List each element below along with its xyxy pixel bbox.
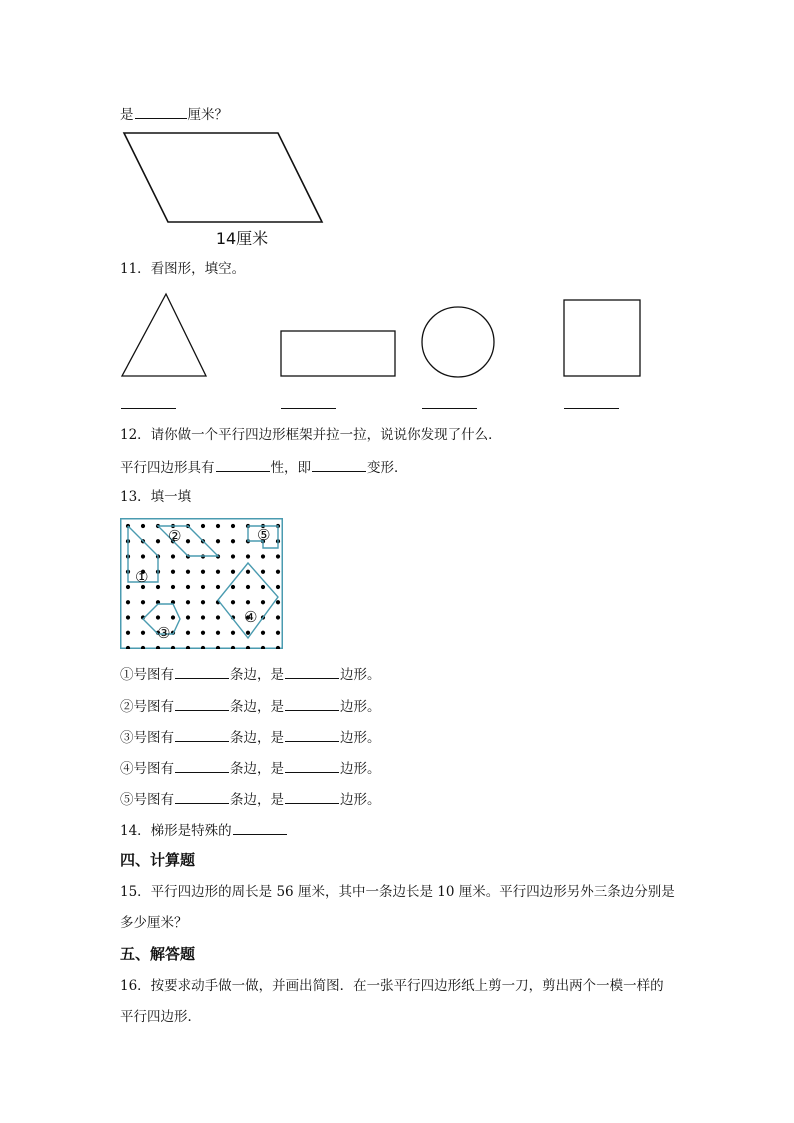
grid-dot [186, 585, 190, 589]
grid-dot [201, 615, 205, 619]
figure-1-label: ① [135, 568, 149, 586]
q11-shapes [118, 290, 648, 385]
circle-shape [422, 307, 494, 377]
figure-2-label: ② [168, 527, 182, 545]
grid-dot [126, 615, 130, 619]
q13-row-2 [120, 696, 381, 716]
q12-answer-line [120, 457, 408, 477]
q13-row-3-blank-shape[interactable] [285, 727, 339, 742]
grid-dot [186, 615, 190, 619]
parallelogram-figure [118, 128, 328, 248]
grid-dot [276, 554, 280, 558]
q13-row-2-blank-sides[interactable] [175, 696, 229, 711]
q13-row-4-suffix: 边形。 [340, 761, 381, 777]
q13-row-5-prefix: ⑤号图有 [120, 792, 174, 808]
grid-dot [216, 539, 220, 543]
grid-dot [126, 600, 130, 604]
q13-row-3-mid: 条边，是 [230, 730, 284, 746]
figure-4-label: ④ [244, 608, 258, 626]
grid-dot [231, 631, 235, 635]
grid-dot [186, 600, 190, 604]
q12-part1: 平行四边形具有 [120, 460, 215, 476]
rectangle-answer-blank[interactable] [281, 408, 336, 409]
section-4-heading: 四、计算题 [120, 851, 196, 869]
q12-title: 12．请你做一个平行四边形框架并拉一拉，说说你发现了什么． [120, 427, 502, 443]
grid-dot [171, 585, 175, 589]
grid-dot [276, 631, 280, 635]
grid-dot [171, 570, 175, 574]
grid-dot [126, 585, 130, 589]
figure-5-label: ⑤ [257, 526, 271, 544]
grid-dot [201, 631, 205, 635]
grid-dot [231, 585, 235, 589]
grid-dot [141, 600, 145, 604]
circle-answer-blank[interactable] [422, 408, 477, 409]
grid-dot [246, 631, 250, 635]
triangle-answer-blank[interactable] [121, 408, 176, 409]
grid-dot [156, 539, 160, 543]
q13-row-2-prefix: ②号图有 [120, 699, 174, 715]
grid-dot [216, 631, 220, 635]
grid-dot [231, 554, 235, 558]
grid-dot [231, 524, 235, 528]
q10-tail-prefix: 是 [120, 107, 134, 123]
q11-title: 11．看图形，填空。 [120, 261, 246, 277]
q16-line-1: 16．按要求动手做一做，并画出简图．在一张平行四边形纸上剪一刀，剪出两个一模一样的 [120, 978, 664, 994]
rectangle-shape [281, 331, 395, 376]
grid-dot [231, 570, 235, 574]
q13-row-4-prefix: ④号图有 [120, 761, 174, 777]
grid-dot [231, 539, 235, 543]
q14-line [120, 820, 288, 840]
q14-blank[interactable] [233, 820, 287, 835]
q13-row-5-mid: 条边，是 [230, 792, 284, 808]
grid-dot [261, 631, 265, 635]
grid-dot [141, 524, 145, 528]
q13-row-3-blank-sides[interactable] [175, 727, 229, 742]
q12-blank-1[interactable] [216, 457, 270, 472]
grid-dot [201, 570, 205, 574]
grid-dot [276, 585, 280, 589]
grid-dot [246, 585, 250, 589]
q13-row-4-blank-sides[interactable] [175, 758, 229, 773]
grid-dot [276, 600, 280, 604]
grid-dot [171, 554, 175, 558]
grid-dot [186, 631, 190, 635]
grid-dot [201, 600, 205, 604]
q13-row-5-blank-sides[interactable] [175, 789, 229, 804]
q13-row-2-mid: 条边，是 [230, 699, 284, 715]
q13-row-2-blank-shape[interactable] [285, 696, 339, 711]
q15-line-2: 多少厘米？ [120, 915, 188, 931]
grid-dot [246, 554, 250, 558]
parallelogram-shape [124, 133, 322, 222]
grid-dot [186, 539, 190, 543]
q13-row-3-suffix: 边形。 [340, 730, 381, 746]
grid-dot [246, 570, 250, 574]
figure-3-label: ③ [157, 624, 171, 642]
grid-dot [201, 585, 205, 589]
parallelogram-base-label: 14厘米 [215, 229, 269, 248]
grid-dot [261, 600, 265, 604]
grid-dot [201, 524, 205, 528]
grid-dot [261, 554, 265, 558]
grid-dot [261, 585, 265, 589]
grid-dot [216, 585, 220, 589]
square-answer-blank[interactable] [564, 408, 619, 409]
grid-dot [231, 600, 235, 604]
q13-row-5-suffix: 边形。 [340, 792, 381, 808]
grid-dot [171, 615, 175, 619]
q13-row-1-blank-shape[interactable] [285, 664, 339, 679]
q12-part2: 性，即 [270, 460, 311, 476]
grid-dot [156, 615, 160, 619]
dot-grid-figure [120, 518, 283, 649]
grid-dot [216, 615, 220, 619]
q10-tail-suffix: 厘米？ [187, 107, 228, 123]
q13-row-5 [120, 789, 381, 809]
q13-row-4-blank-shape[interactable] [285, 758, 339, 773]
q16-line-2: 平行四边形． [120, 1009, 201, 1025]
q13-row-1 [120, 664, 381, 684]
grid-dot [141, 554, 145, 558]
q13-row-5-blank-shape[interactable] [285, 789, 339, 804]
grid-dot [216, 524, 220, 528]
q10-answer-blank[interactable] [135, 104, 187, 119]
q13-row-1-suffix: 边形。 [340, 667, 381, 683]
q13-row-1-blank-sides[interactable] [175, 664, 229, 679]
q13-row-1-mid: 条边，是 [230, 667, 284, 683]
q13-row-3-prefix: ③号图有 [120, 730, 174, 746]
q13-row-3 [120, 727, 381, 747]
q13-row-2-suffix: 边形。 [340, 699, 381, 715]
square-shape [564, 300, 640, 376]
q14-text: 14．梯形是特殊的 [120, 823, 232, 839]
grid-dot [276, 570, 280, 574]
grid-dot [126, 631, 130, 635]
q13-row-4-mid: 条边，是 [230, 761, 284, 777]
q13-title: 13．填一填 [120, 489, 192, 505]
grid-dot [276, 615, 280, 619]
grid-dot [261, 570, 265, 574]
q12-blank-2[interactable] [312, 457, 366, 472]
grid-dot [156, 585, 160, 589]
grid-dot [186, 570, 190, 574]
triangle-shape [122, 294, 206, 376]
grid-dot [246, 600, 250, 604]
grid-dot [216, 570, 220, 574]
q13-row-1-prefix: ①号图有 [120, 667, 174, 683]
q10-tail-line [120, 104, 228, 124]
q15-line-1: 15．平行四边形的周长是 56 厘米，其中一条边长是 10 厘米。平行四边形另外三条边分别是 [120, 884, 675, 900]
q12-part3: 变形． [367, 460, 408, 476]
q13-row-4 [120, 758, 381, 778]
grid-dot [141, 631, 145, 635]
section-5-heading: 五、解答题 [120, 945, 196, 963]
